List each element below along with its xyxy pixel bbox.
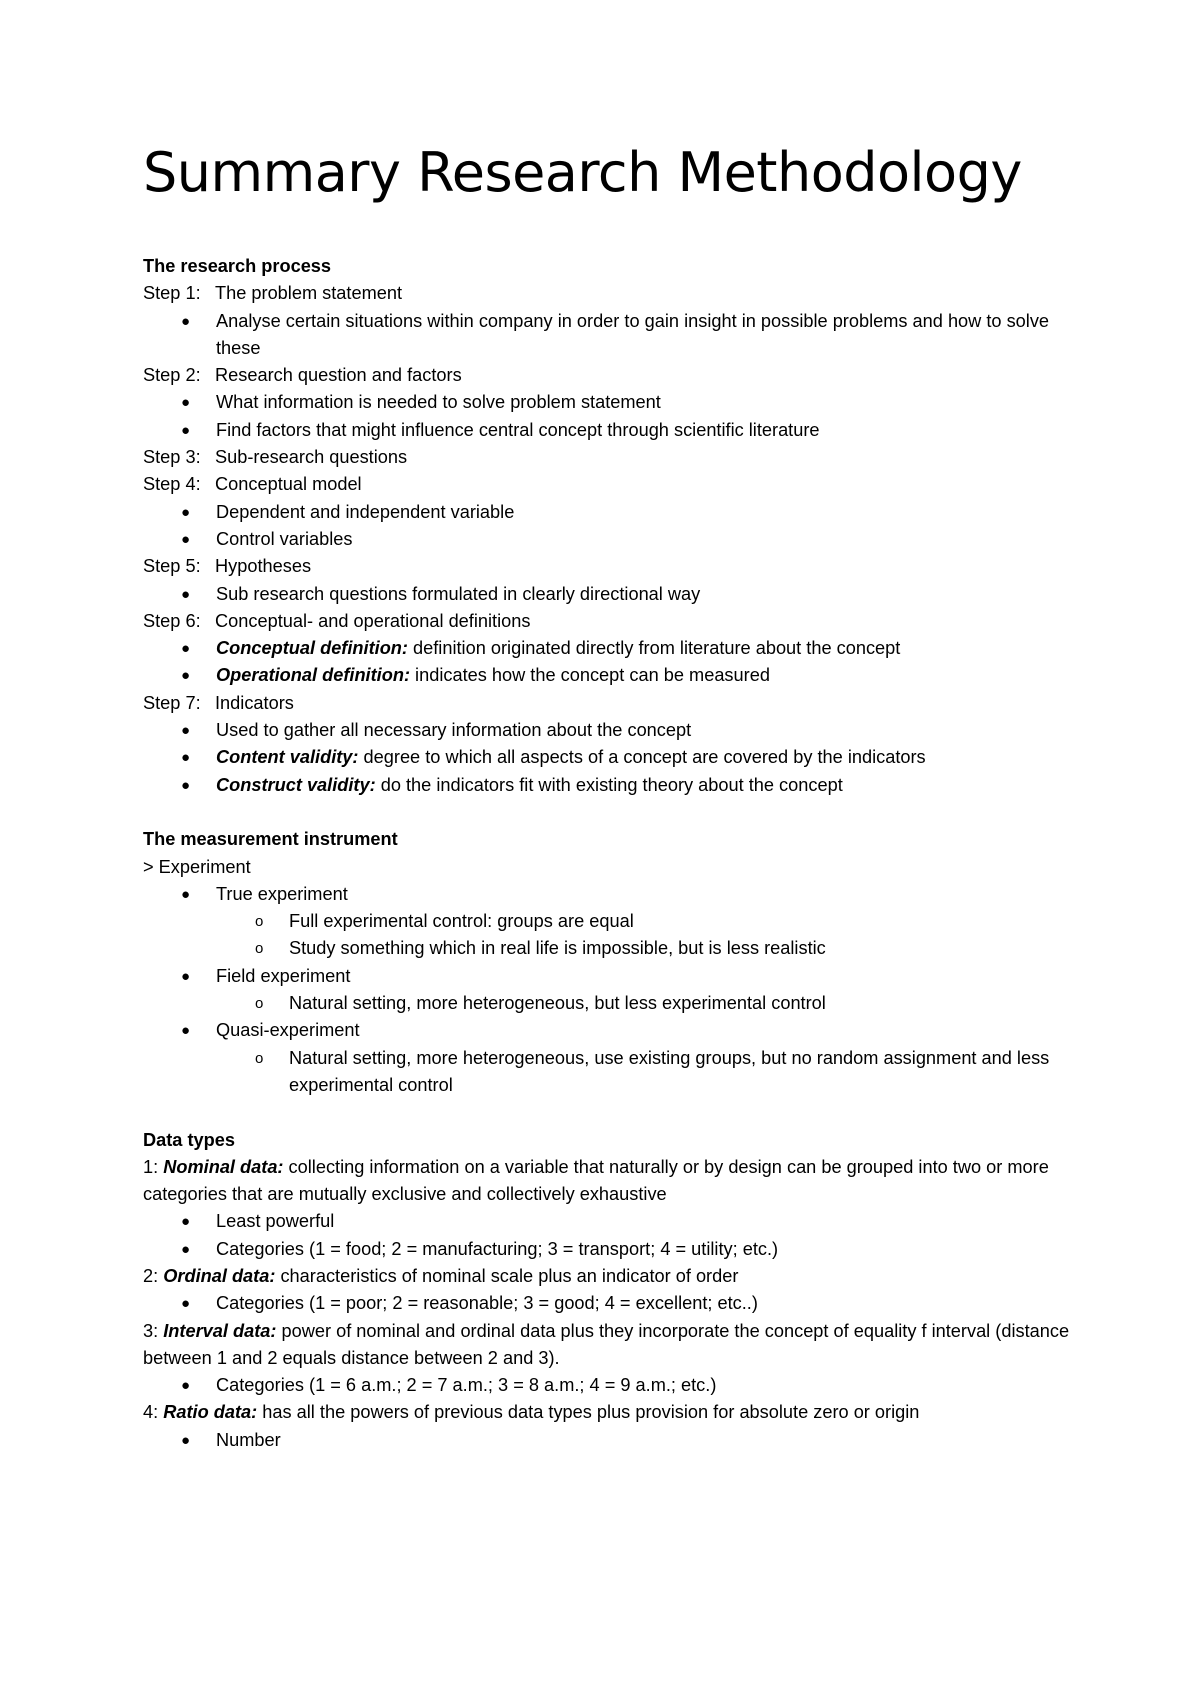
list-item: ● Construct validity: do the indicators fit with existing theory about the concept	[143, 772, 1073, 799]
list-item: ● Control variables	[143, 526, 1073, 553]
list-item: ● Analyse certain situations within company in order to gain insight in possible problems and how to solve these	[143, 308, 1073, 363]
list-item: ● Dependent and independent variable	[143, 499, 1073, 526]
step-6	[143, 608, 1073, 635]
step-3	[143, 444, 1073, 471]
step-2	[143, 362, 1073, 389]
subheading-experiment: > Experiment	[143, 856, 251, 877]
bullet-icon: ●	[181, 1240, 191, 1258]
sub-list-item: o Natural setting, more heterogeneous, but less experimental control	[143, 990, 1073, 1017]
step-7	[143, 690, 1073, 717]
list-item: ● Categories (1 = 6 a.m.; 2 = 7 a.m.; 3 = 8 a.m.; 4 = 9 a.m.; etc.)	[143, 1372, 1073, 1399]
spacer	[143, 1099, 1073, 1126]
data-type-3: 3: Interval data: power of nominal and ordinal data plus they incorporate the concept of equality f interval (distance between 1 and 2 equals distance between 2 and 3).	[143, 1320, 1070, 1368]
list-item: ● True experiment	[143, 881, 1073, 908]
document-body	[143, 253, 1073, 1454]
step-5	[143, 553, 1073, 580]
bullet-icon: ●	[181, 640, 191, 658]
step-text: Conceptual- and operational definitions	[215, 610, 531, 631]
step-text: Research question and factors	[215, 365, 462, 386]
data-type-2: 2: Ordinal data: characteristics of nominal scale plus an indicator of order	[143, 1265, 739, 1286]
term: Construct validity:	[216, 774, 376, 795]
document-title: Summary Research Methodology	[143, 141, 1022, 204]
step-label: Step 1:	[143, 283, 201, 304]
bullet-icon: ●	[181, 1213, 191, 1231]
section-heading-measurement-instrument: The measurement instrument	[143, 829, 398, 850]
term: Conceptual definition:	[216, 638, 408, 659]
data-type-4: 4: Ratio data: has all the powers of previous data types plus provision for absolute zero or origin	[143, 1402, 920, 1423]
sub-bullet-icon: o	[255, 1049, 264, 1067]
term: Ordinal data:	[163, 1265, 276, 1286]
list-item: ● Number	[143, 1427, 1073, 1454]
bullet-icon: ●	[181, 749, 191, 767]
bullet-icon: ●	[181, 1022, 191, 1040]
term: Nominal data:	[163, 1156, 284, 1177]
list-item: ● Categories (1 = food; 2 = manufacturing; 3 = transport; 4 = utility; etc.)	[143, 1236, 1073, 1263]
bullet-icon: ●	[181, 967, 191, 985]
step-4	[143, 471, 1073, 498]
sub-list-item: o Natural setting, more heterogeneous, use existing groups, but no random assignment and less experimental control	[143, 1045, 1073, 1100]
step-1	[143, 280, 1073, 307]
bullet-icon: ●	[181, 312, 191, 330]
list-item: ● Field experiment	[143, 963, 1073, 990]
sub-list-item: o Full experimental control: groups are equal	[143, 908, 1073, 935]
step-text: Sub-research questions	[215, 447, 408, 468]
bullet-icon: ●	[181, 394, 191, 412]
data-type-1: 1: Nominal data: collecting information on a variable that naturally or by design can be grouped into two or more categories that are mutually exclusive and collectively exhaustive	[143, 1156, 1049, 1205]
list-item: ● Content validity: degree to which all aspects of a concept are covered by the indicators	[143, 744, 1073, 771]
step-text: The problem statement	[215, 283, 403, 304]
step-label: Step 2:	[143, 365, 201, 386]
term: Content validity:	[216, 747, 359, 768]
bullet-icon: ●	[181, 776, 191, 794]
list-item: ● Least powerful	[143, 1208, 1073, 1235]
bullet-icon: ●	[181, 885, 191, 903]
sub-list-item: o Study something which in real life is impossible, but is less realistic	[143, 935, 1073, 962]
step-label: Step 4:	[143, 474, 201, 495]
bullet-icon: ●	[181, 530, 191, 548]
bullet-icon: ●	[181, 421, 191, 439]
step-text: Conceptual model	[215, 474, 362, 495]
list-item: ● What information is needed to solve problem statement	[143, 389, 1073, 416]
bullet-icon: ●	[181, 667, 191, 685]
list-item: ● Conceptual definition: definition originated directly from literature about the concept	[143, 635, 1073, 662]
sub-bullet-icon: o	[255, 913, 264, 931]
sub-bullet-icon: o	[255, 940, 264, 958]
step-label: Step 5:	[143, 556, 201, 577]
term: Interval data:	[163, 1320, 277, 1341]
step-label: Step 7:	[143, 692, 201, 713]
step-text: Hypotheses	[215, 556, 312, 577]
step-label: Step 6:	[143, 610, 201, 631]
step-text: Indicators	[215, 692, 294, 713]
term: Ratio data:	[163, 1402, 258, 1423]
term: Operational definition:	[216, 665, 410, 686]
bullet-icon: ●	[181, 503, 191, 521]
sub-bullet-icon: o	[255, 995, 264, 1013]
bullet-icon: ●	[181, 1295, 191, 1313]
bullet-icon: ●	[181, 1431, 191, 1449]
list-item: ● Sub research questions formulated in clearly directional way	[143, 581, 1073, 608]
list-item: ● Quasi-experiment	[143, 1017, 1073, 1044]
list-item: ● Used to gather all necessary information about the concept	[143, 717, 1073, 744]
list-item: ● Categories (1 = poor; 2 = reasonable; 3 = good; 4 = excellent; etc..)	[143, 1290, 1073, 1317]
step-label: Step 3:	[143, 447, 201, 468]
list-item: ● Operational definition: indicates how the concept can be measured	[143, 662, 1073, 689]
section-heading-research-process: The research process	[143, 256, 332, 276]
bullet-icon: ●	[181, 722, 191, 740]
bullet-icon: ●	[181, 1377, 191, 1395]
section-heading-data-types: Data types	[143, 1129, 235, 1150]
spacer	[143, 799, 1073, 826]
bullet-icon: ●	[181, 585, 191, 603]
list-item: ● Find factors that might influence central concept through scientific literature	[143, 417, 1073, 444]
